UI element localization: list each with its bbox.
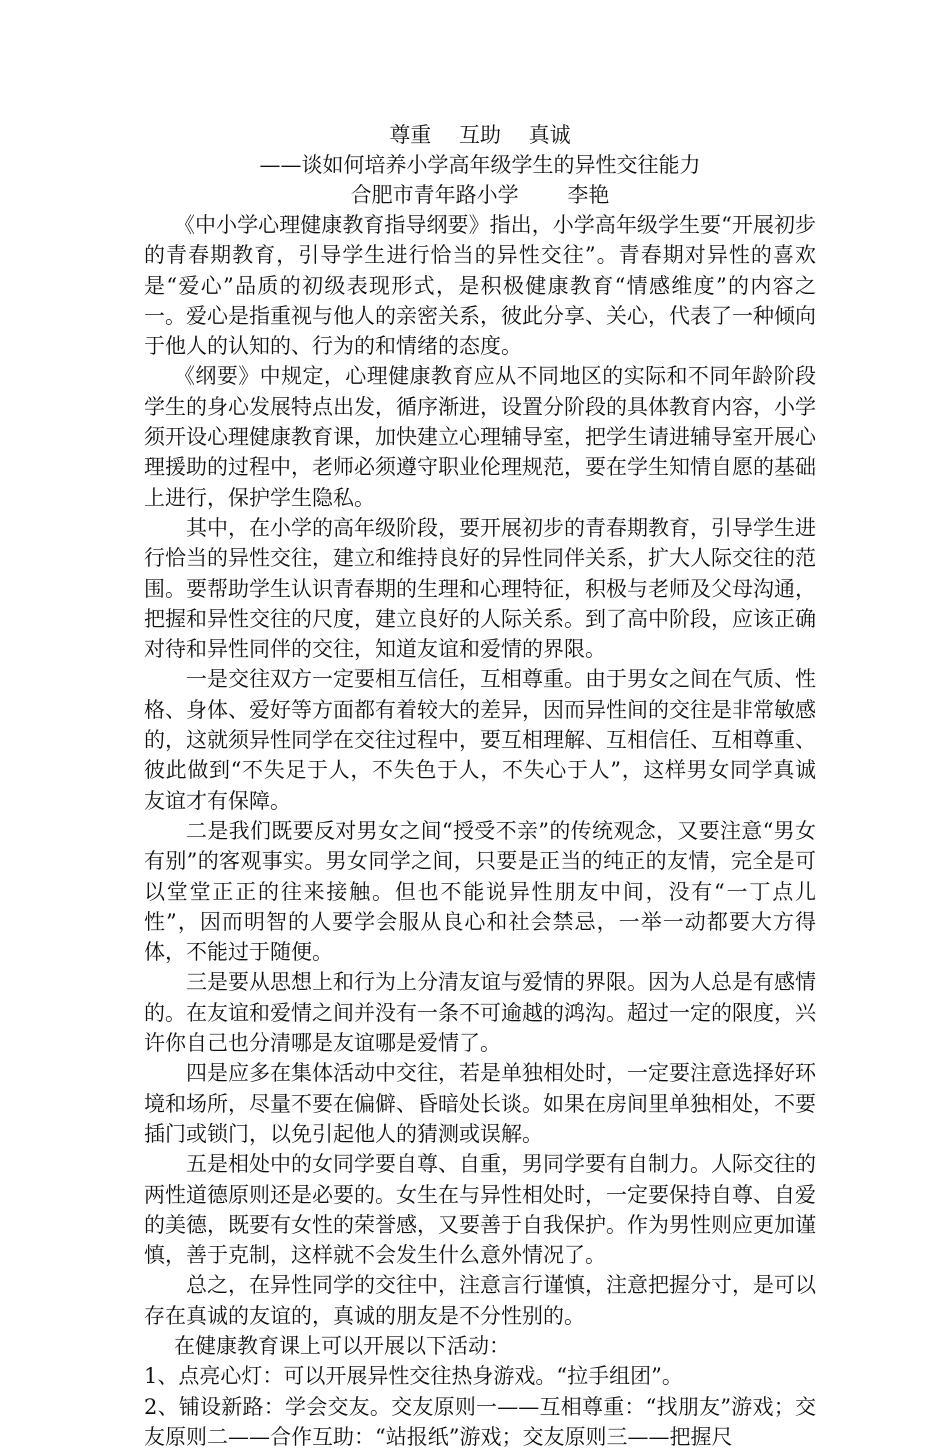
paragraph-activities-intro: 在健康教育课上可以开展以下活动： bbox=[174, 1333, 510, 1358]
paragraph-point-two: 二是我们既要反对男女之间“授受不亲”的传统观念，又要注意“男女有别”的客观事实。男女同学之间，只要是正当的纯正的友情，完全是可以堂堂正正的往来接触。但也不能说异性朋友中间，没有“一丁点儿性”，因而明智的人要学会服从良心和社会禁忌，一举一动都要大方得体，不能过于随便。 bbox=[144, 818, 816, 965]
paragraph-point-one: 一是交往双方一定要相互信任，互相尊重。由于男女之间在气质、性格、身体、爱好等方面都有着较大的差异，因而异性间的交往是非常敏感的，这就须异性同学在交往过程中，要互相理解、互相信任、互相尊重、彼此做到“不失足于人，不失色于人，不失心于人”，这样男女同学真诚友谊才有保障。 bbox=[144, 667, 816, 813]
paragraph-point-three: 三是要从思想上和行为上分清友谊与爱情的界限。因为人总是有感情的。在友谊和爱情之间并没有一条不可逾越的鸿沟。超过一定的限度，兴许你自己也分清哪是友谊哪是爱情了。 bbox=[144, 970, 816, 1056]
list-item-activity-2: 2、铺设新路：学会交友。交友原则一——互相尊重：“找朋友”游戏；交友原则二——合作互助：“站报纸”游戏；交友原则三——把握尺 bbox=[144, 1394, 816, 1449]
paragraph-conclusion: 总之，在异性同学的交往中，注意言行谨慎，注意把握分寸，是可以存在真诚的友谊的，真诚的朋友是不分性别的。 bbox=[144, 1273, 816, 1328]
paragraph-point-four: 四是应多在集体活动中交往，若是单独相处时，一定要注意选择好环境和场所，尽量不要在偏僻、昏暗处长谈。如果在房间里单独相处，不要插门或锁门，以免引起他人的猜测或误解。 bbox=[144, 1061, 816, 1146]
list-item-activity-1: 1、点亮心灯：可以开展异性交往热身游戏。“拉手组团”。 bbox=[144, 1364, 683, 1389]
paragraph-point-five: 五是相处中的女同学要自尊、自重，男同学要有自制力。人际交往的两性道德原则还是必要的。女生在与异性相处时，一定要保持自尊、自爱的美德，既要有女性的荣誉感，又要善于自我保护。作为男性则应更加谨慎，善于克制，这样就不会发生什么意外情况了。 bbox=[144, 1152, 816, 1268]
paragraph-senior-stage: 其中，在小学的高年级阶段，要开展初步的青春期教育，引导学生进行恰当的异性交往，建立和维持良好的异性同伴关系，扩大人际交往的范围。要帮助学生认识青春期的生理和心理特征，积极与老师及父母沟通，把握和异性交往的尺度，建立良好的人际关系。到了高中阶段，应该正确对待和异性同伴的交往，知道友谊和爱情的界限。 bbox=[144, 515, 816, 662]
paragraph-guideline: 《纲要》中规定，心理健康教育应从不同地区的实际和不同年龄阶段学生的身心发展特点出发，循序渐进，设置分阶段的具体教育内容，小学须开设心理健康教育课，加快建立心理辅导室，把学生请进辅导室开展心理援助的过程中，老师必须遵守职业伦理规范，要在学生知情自愿的基础上进行，保护学生隐私。 bbox=[144, 364, 816, 510]
document-subtitle: ——谈如何培养小学高年级学生的异性交往能力 bbox=[259, 153, 701, 177]
document-title: 尊重 互助 真诚 bbox=[389, 123, 571, 147]
paragraph-intro: 《中小学心理健康教育指导纲要》指出，小学高年级学生要“开展初步的青春期教育，引导学生进行恰当的异性交往”。青春期对异性的喜欢是“爱心”品质的初级表现形式，是积极健康教育“情感维度”的内容之一。爱心是指重视与他人的亲密关系，彼此分享、关心，代表了一种倾向于他人的认知的、行为的和情绪的态度。 bbox=[144, 213, 816, 359]
document-author: 合肥市青年路小学 李艳 bbox=[350, 183, 610, 207]
document-page bbox=[144, 120, 816, 1452]
